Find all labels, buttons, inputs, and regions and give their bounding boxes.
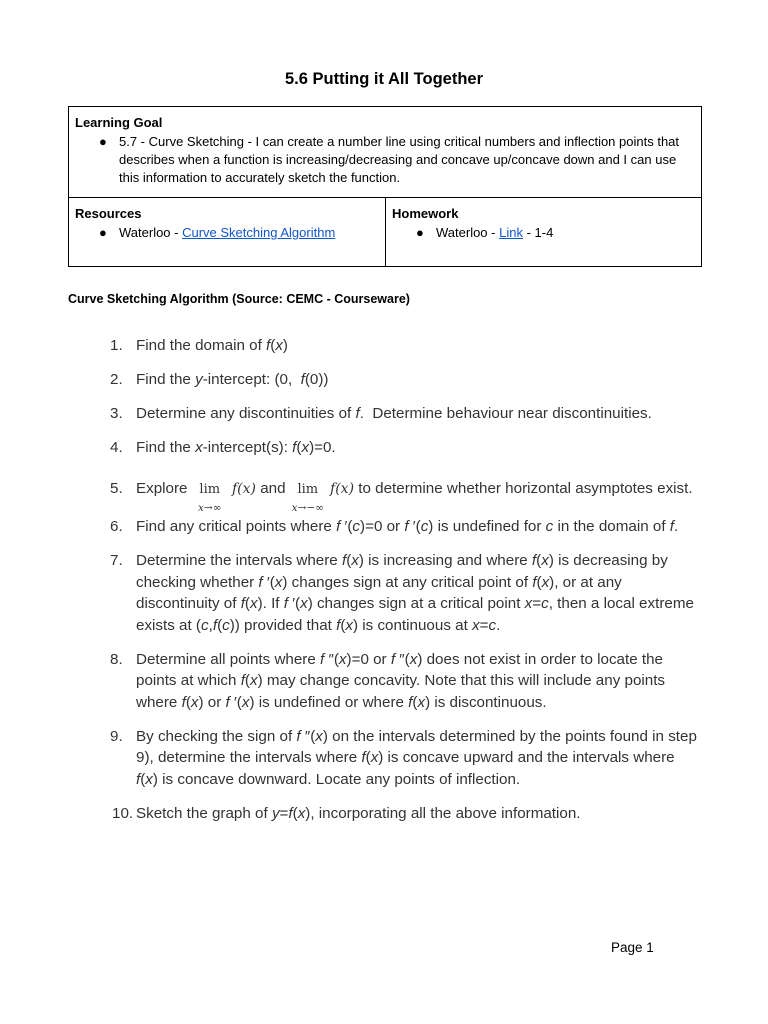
step-number: 9. — [110, 727, 123, 745]
step-4: 4. Find the x-intercept(s): f(x)=0. — [110, 437, 700, 459]
curve-sketching-algorithm-link[interactable]: Curve Sketching Algorithm — [182, 225, 336, 240]
step-3: 3. Determine any discontinuities of f. Determine behaviour near discontinuities. — [110, 403, 700, 425]
lim-text: lim — [297, 482, 319, 497]
lim-text: lim — [199, 482, 221, 497]
step-number: 5. — [110, 480, 123, 497]
step-number: 6. — [110, 518, 123, 535]
limit-subscript: x→−∞ — [291, 502, 324, 514]
page-title: 5.6 Putting it All Together — [285, 70, 483, 88]
step-number: 3. — [110, 405, 123, 422]
page-number: Page 1 — [611, 940, 654, 955]
limit-expression — [291, 472, 324, 514]
step-6: 6. Find any critical points where f ′(c)=0 or f ′(c) is undefined for c in the domain of f. — [110, 516, 700, 538]
bullet-icon: ● — [416, 225, 424, 240]
resources-cell — [69, 198, 386, 267]
function-expression: f(x) — [231, 481, 256, 497]
limit-subscript: x→∞ — [198, 502, 222, 514]
algorithm-steps — [110, 335, 700, 837]
limit-expression — [194, 472, 226, 514]
learning-goal-text: 5.7 - Curve Sketching - I can create a number line using critical numbers and inflection points that describes when a function is increasing/decreasing and concave up/concave down and I can use this information to accurately sketch the function. — [119, 134, 680, 185]
step-5-rest: to determine whether horizontal asymptotes exist. — [358, 480, 693, 497]
step-10: 10. Sketch the graph of y=f(x), incorporating all the above information. — [110, 803, 700, 825]
step-1: 1. Find the domain of f(x) — [110, 335, 700, 357]
step-5 — [110, 471, 700, 514]
step-5-and: and — [260, 480, 286, 497]
step-2: 2. Find the y-intercept: (0, f(0)) — [110, 369, 700, 391]
step-number: 7. — [110, 552, 123, 569]
homework-link[interactable]: Link — [499, 225, 523, 240]
homework-cell — [386, 198, 702, 267]
homework-heading: Homework — [392, 206, 459, 221]
homework-bullet — [392, 224, 695, 242]
step-8: 8. Determine all points where f ″(x)=0 or f ″(x) does not exist in order to locate the points at which f(x) may change concavity. Note that this will include any points where f(x) or f ′(x) is undefined or where f(x) is discontinuous. — [110, 650, 666, 711]
resources-prefix: Waterloo - — [119, 225, 183, 240]
bullet-icon: ● — [99, 134, 107, 149]
step-number: 1. — [110, 337, 123, 354]
step-number: 2. — [110, 371, 123, 388]
step-number: 4. — [110, 439, 123, 456]
step-number: 8. — [110, 650, 123, 668]
step-5-explore: Explore — [136, 480, 188, 497]
learning-goal-table — [68, 106, 702, 267]
learning-goal-cell — [69, 107, 702, 198]
learning-goal-heading: Learning Goal — [75, 115, 163, 130]
bullet-icon: ● — [99, 225, 107, 240]
step-9: 9. By checking the sign of f ″(x) on the intervals determined by the points found in step 9), determine the intervals where f(x) is concave upward and the intervals where f(x) is concave downward. Locate any points of inflection. — [110, 727, 697, 788]
learning-goal-bullet — [75, 133, 695, 187]
homework-prefix: Waterloo - — [436, 225, 500, 240]
resources-bullet — [75, 224, 379, 242]
step-7: 7. Determine the intervals where f(x) is increasing and where f(x) is decreasing by checking whether f ′(x) changes sign at any critical point of f(x), or at any discontinuity of f(x). If f ′(x) changes sign at a critical point x=c, then a local extreme exists at (c,f(c)) provided that f(x) is continuous at x=c. — [110, 552, 694, 634]
resources-heading: Resources — [75, 206, 142, 221]
algorithm-heading: Curve Sketching Algorithm (Source: CEMC - Courseware) — [68, 292, 410, 306]
step-number: 10. — [112, 804, 134, 822]
function-expression: f(x) — [330, 481, 355, 497]
homework-suffix: - 1-4 — [522, 225, 554, 240]
